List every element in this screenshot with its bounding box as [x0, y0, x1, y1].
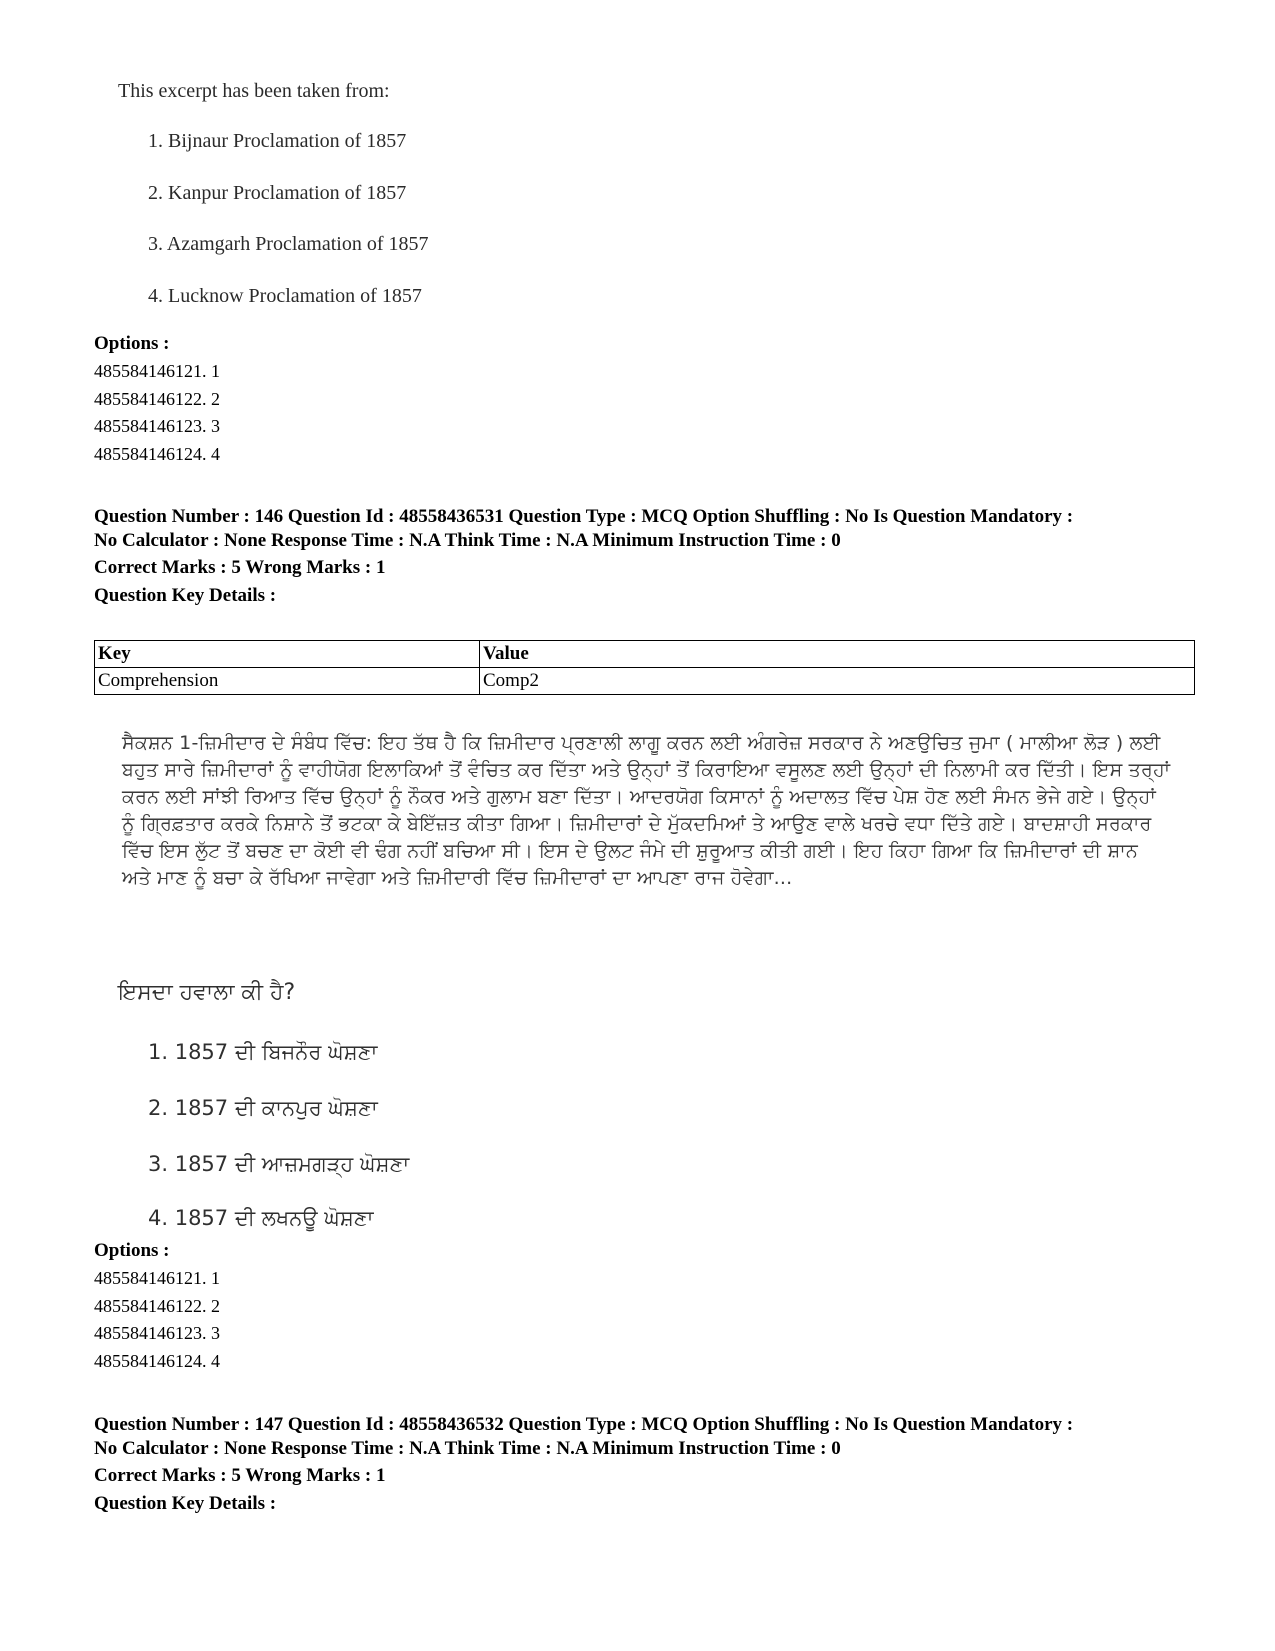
option-item: 485584146123. 3 — [94, 1323, 220, 1343]
table-header-row — [95, 641, 1195, 668]
question-meta-line: Question Number : 147 Question Id : 48558436532 Question Type : MCQ Option Shuffling : No Is Question Mandatory : — [94, 1414, 1074, 1435]
table-header-cell: Value — [480, 641, 1195, 668]
option-item: 485584146122. 2 — [94, 389, 220, 409]
question-meta-line: No Calculator : None Response Time : N.A Think Time : N.A Minimum Instruction Time : 0 — [94, 1438, 841, 1459]
marks-info: Correct Marks : 5 Wrong Marks : 1 — [94, 557, 386, 578]
excerpt-intro: This excerpt has been taken from: — [118, 80, 390, 102]
question-meta-147 — [94, 1413, 1194, 1461]
option-item: 485584146123. 3 — [94, 416, 220, 436]
question-meta-line: Question Number : 146 Question Id : 48558436531 Question Type : MCQ Option Shuffling : No Is Question Mandatory : — [94, 506, 1074, 527]
option-item: 485584146122. 2 — [94, 1296, 220, 1316]
option-item: 485584146121. 1 — [94, 1268, 220, 1288]
table-cell: Comp2 — [480, 668, 1195, 695]
question-meta-146 — [94, 505, 1194, 553]
comprehension-passage: ਸੈਕਸ਼ਨ 1-ਜ਼ਿਮੀਦਾਰ ਦੇ ਸੰਬੰਧ ਵਿੱਚ: ਇਹ ਤੱਥ ਹੈ ਕਿ ਜ਼ਿਮੀਦਾਰ ਪ੍ਰਣਾਲੀ ਲਾਗੂ ਕਰਨ ਲਈ ਅੰਗਰੇਜ਼ ਸਰਕਾਰ ਨੇ ਅਣਉਚਿਤ ਜੁਮਾ ( ਮਾਲੀਆ ਲੋੜ ) ਲਈ ਬਹੁਤ ਸਾਰੇ ਜ਼ਿਮੀਦਾਰਾਂ ਨੂੰ ਵਾਹੀਯੋਗ ਇਲਾਕਿਆਂ ਤੋਂ ਵੰਚਿਤ ਕਰ ਦਿੱਤਾ ਅਤੇ ਉਨ੍ਹਾਂ ਤੋਂ ਕਿਰਾਇਆ ਵਸੂਲਣ ਲਈ ਉਨ੍ਹਾਂ ਦੀ ਨਿਲਾਮੀ ਕਰ ਦਿੱਤੀ। ਇਸ ਤਰ੍ਹਾਂ ਕਰਨ ਲਈ ਸਾਂਝੀ ਰਿਆਤ ਵਿੱਚ ਉਨ੍ਹਾਂ ਨੂੰ ਨੌਕਰ ਅਤੇ ਗੁਲਾਮ ਬਣਾ ਦਿੱਤਾ। ਆਦਰਯੋਗ ਕਿਸਾਨਾਂ ਨੂੰ ਅਦਾਲਤ ਵਿੱਚ ਪੇਸ਼ ਹੋਣ ਲਈ ਸੰਮਨ ਭੇਜੇ ਗਏ। ਉਨ੍ਹਾਂ ਨੂੰ ਗ੍ਰਿਫ਼ਤਾਰ ਕਰਕੇ ਨਿਸ਼ਾਨੇ ਤੋਂ ਭਟਕਾ ਕੇ ਬੇਇੱਜ਼ਤ ਕੀਤਾ ਗਿਆ। ਜ਼ਿਮੀਦਾਰਾਂ ਦੇ ਮੁੱਕਦਮਿਆਂ ਤੇ ਆਉਣ ਵਾਲੇ ਖਰਚੇ ਵਧਾ ਦਿੱਤੇ ਗਏ। ਬਾਦਸ਼ਾਹੀ ਸਰਕਾਰ ਵਿੱਚ ਇਸ ਲੁੱਟ ਤੋਂ ਬਚਣ ਦਾ ਕੋਈ ਵੀ ਢੰਗ ਨਹੀਂ ਬਚਿਆ ਸੀ। ਇਸ ਦੇ ਉਲਟ ਜੰਮੇ ਦੀ ਸ਼ੁਰੂਆਤ ਕੀਤੀ ਗਈ। ਇਹ ਕਿਹਾ ਗਿਆ ਕਿ ਜ਼ਿਮੀਦਾਰਾਂ ਦੀ ਸ਼ਾਨ ਅਤੇ ਮਾਣ ਨੂੰ ਬਚਾ ਕੇ ਰੱਖਿਆ ਜਾਵੇਗਾ ਅਤੇ ਜ਼ਿਮੀਦਾਰੀ ਵਿੱਚ ਜ਼ਿਮੀਦਾਰਾਂ ਦਾ ਆਪਣਾ ਰਾਜ ਹੋਵੇਗਾ... — [122, 732, 1171, 889]
list-item: 1. Bijnaur Proclamation of 1857 — [148, 130, 407, 152]
table-cell: Comprehension — [95, 668, 480, 695]
options-label: Options : — [94, 333, 170, 354]
list-item: 1. 1857 ਦੀ ਬਿਜਨੌਰ ਘੋਸ਼ਣਾ — [148, 1040, 378, 1064]
table-row — [95, 668, 1195, 695]
list-item: 4. 1857 ਦੀ ਲਖਨਊ ਘੋਸ਼ਣਾ — [148, 1206, 374, 1230]
option-item: 485584146121. 1 — [94, 361, 220, 381]
marks-info: Correct Marks : 5 Wrong Marks : 1 — [94, 1465, 386, 1486]
key-details-label: Question Key Details : — [94, 1493, 277, 1514]
options-label: Options : — [94, 1240, 170, 1261]
list-item: 2. 1857 ਦੀ ਕਾਨਪੁਰ ਘੋਸ਼ਣਾ — [148, 1096, 378, 1120]
key-value-table — [94, 640, 1195, 695]
table-header-cell: Key — [95, 641, 480, 668]
list-item: 2. Kanpur Proclamation of 1857 — [148, 182, 407, 204]
list-item: 4. Lucknow Proclamation of 1857 — [148, 285, 422, 307]
punjabi-question: ਇਸਦਾ ਹਵਾਲਾ ਕੀ ਹੈ? — [118, 980, 296, 1005]
option-item: 485584146124. 4 — [94, 444, 220, 464]
key-details-label: Question Key Details : — [94, 585, 277, 606]
question-meta-line: No Calculator : None Response Time : N.A Think Time : N.A Minimum Instruction Time : 0 — [94, 530, 841, 551]
list-item: 3. 1857 ਦੀ ਆਜ਼ਮਗੜ੍ਹ ਘੋਸ਼ਣਾ — [148, 1152, 410, 1176]
option-item: 485584146124. 4 — [94, 1351, 220, 1371]
list-item: 3. Azamgarh Proclamation of 1857 — [148, 233, 429, 255]
